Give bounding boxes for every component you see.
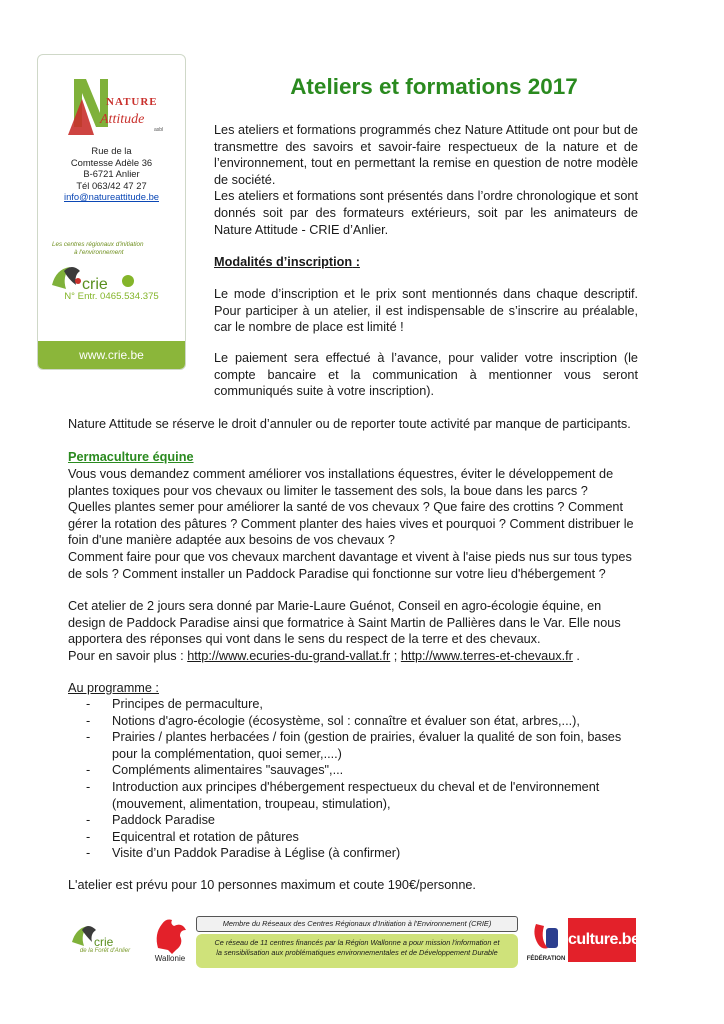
reseau-description bbox=[196, 934, 518, 968]
reseau-description-line-2: la sensibilisation aux problématiques environnementales et de Développement Durable bbox=[216, 948, 498, 957]
permaculture-heading: Permaculture équine bbox=[68, 450, 194, 464]
email-link[interactable]: info@natureattitude.be bbox=[64, 191, 159, 203]
footer-crie-logo bbox=[68, 916, 134, 964]
programme-list bbox=[86, 696, 642, 862]
list-item: - Principes de permaculture, bbox=[86, 697, 263, 711]
link-terres-et-chevaux[interactable]: http://www.terres-et-chevaux.fr bbox=[400, 648, 573, 663]
list-item: - Paddock Paradise bbox=[86, 813, 215, 828]
list-item: - Visite d’un Paddok Paradise à Léglise (à confirmer) bbox=[86, 846, 401, 861]
logo-word-nature: NATURE bbox=[106, 96, 158, 108]
permaculture-paragraph-2: Quelles plantes semer pour améliorer la santé de vos chevaux ? Que faire des crottins ? Comment gérer la rotation des pâtures ? Comment planter des haies vives et pourquoi ? Comment distribuer le foin d'une manière adaptée aux besoins de vos chevaux ? bbox=[68, 500, 634, 548]
wallonie-rooster-icon bbox=[150, 914, 190, 956]
reseau-crie-box bbox=[196, 916, 522, 968]
intro-text bbox=[214, 122, 638, 238]
more-info-prefix: Pour en savoir plus : bbox=[68, 648, 188, 663]
sidebar-card bbox=[37, 54, 186, 370]
modalites-heading bbox=[214, 254, 360, 271]
list-item: - Introduction aux principes d'hébergement respectueux du cheval et de l'environnement (mouvement, alimentation, troupeau, stimulation), bbox=[86, 779, 600, 811]
permaculture-paragraph-3: Comment faire pour que vos chevaux marchent davantage et vivent à l'aise pieds nus sur tous types de sols ? Comment installer un Paddock Paradise qui fonctionne sur votre lieu d'hébergement ? bbox=[68, 549, 632, 581]
nature-attitude-logo bbox=[60, 69, 170, 141]
permaculture-paragraph-1: Vous vous demandez comment améliorer vos installations équestres, éviter le développement de plantes toxiques pour vos chevaux ou limiter le tassement des sols, la boue dans les parcs ? bbox=[68, 467, 614, 498]
reserve-notice: Nature Attitude se réserve le droit d’annuler ou de reporter toute activité par manque de participants. bbox=[68, 417, 631, 431]
crie-website-band[interactable]: www.crie.be bbox=[38, 341, 185, 369]
programme-heading: Au programme : bbox=[68, 681, 159, 695]
address-line-2: Comtesse Adèle 36 bbox=[70, 156, 153, 168]
list-item-text: Prairies / plantes herbacées / foin (gestion de prairies, évaluer la qualité de son foin, bases pour la complémentation, quoi semer,....) bbox=[112, 730, 622, 761]
modalites-paragraph-1: Le mode d’inscription et le prix sont mentionnés dans chaque descriptif. Pour participer à un atelier, il est indispensable de s’inscrire au préalable, car le nombre de place est limité ! bbox=[214, 287, 638, 335]
more-info-line bbox=[68, 648, 640, 665]
list-item: - Compléments alimentaires "sauvages",... bbox=[86, 763, 344, 778]
reseau-description-line-1: Ce réseau de 11 centres financés par la Région Wallonne a pour mission l'information et bbox=[214, 938, 500, 947]
page-title: Ateliers et formations 2017 bbox=[290, 74, 578, 99]
reseau-title: Membre du Réseaux des Centres Régionaux d'Initiation à l'Environnement (CRIE) bbox=[196, 916, 518, 932]
list-item-text: Paddock Paradise bbox=[112, 813, 215, 828]
list-item-text: Compléments alimentaires "sauvages",... bbox=[112, 763, 344, 778]
address-line-1: Rue de la bbox=[91, 145, 132, 156]
footer-logos bbox=[68, 912, 660, 972]
federation-label: FÉDÉRATION bbox=[526, 956, 566, 962]
enterprise-number: N° Entr. 0465.534.375 bbox=[64, 291, 159, 302]
intro-paragraph-2: Les ateliers et formations sont présentés dans l’ordre chronologique et sont donnés soit par des formateurs extérieurs, soit par les animateurs de Nature Attitude - CRIE d’Anlier. bbox=[214, 189, 638, 237]
culture-be-logo: culture.be bbox=[568, 918, 636, 962]
intro-paragraph-1: Les ateliers et formations programmés chez Nature Attitude ont pour but de transmettre des savoirs et savoir-faire respectueux de la nature et de l’environnement, tout en permettant la remise en question de notre modèle de société. bbox=[214, 123, 638, 187]
logo-asbl: asbl bbox=[154, 127, 164, 133]
list-item-text: Equicentral et rotation de pâtures bbox=[112, 829, 299, 844]
wallonie-label: Wallonie bbox=[154, 954, 186, 963]
logo-word-attitude: Attitude bbox=[100, 112, 145, 127]
crie-tagline-1: Les centres régionaux d'initiation bbox=[52, 241, 144, 248]
address-block bbox=[38, 145, 185, 203]
crie-tagline-2: à l'environnement bbox=[74, 249, 124, 256]
atelier-paragraph: Cet atelier de 2 jours sera donné par Marie-Laure Guénot, Conseil en agro-écologie équine, en design de Paddock Paradise ainsi que formatrice à Saint Martin de Pallières dans le Var. Elle nous apportera des réponses qui vont dans le sens du respect de la terre et des chevaux. bbox=[68, 599, 621, 647]
modalites-heading-colon: : bbox=[352, 255, 360, 269]
crie-wordmark: crie bbox=[82, 276, 108, 293]
list-item-text: Notions d'agro-écologie (écosystème, sol : connaître et évaluer son état, arbres,...), bbox=[112, 713, 580, 728]
phone: Tél 063/42 47 27 bbox=[76, 179, 147, 191]
modalites-heading-text: Modalités d’inscription bbox=[214, 255, 353, 269]
permaculture-description bbox=[68, 466, 638, 582]
list-item-text: Principes de permaculture, bbox=[112, 697, 263, 711]
list-item: - Notions d'agro-écologie (écosystème, sol : connaître et évaluer son état, arbres,...), bbox=[86, 713, 580, 728]
link-ecuries[interactable]: http://www.ecuries-du-grand-vallat.fr bbox=[187, 648, 391, 663]
link-separator: ; bbox=[390, 648, 401, 663]
price-info: L'atelier est prévu pour 10 personnes maximum et coute 190€/personne. bbox=[68, 878, 476, 892]
address-line-3: B-6721 Anlier bbox=[83, 168, 140, 180]
list-item: - Equicentral et rotation de pâtures bbox=[86, 829, 299, 844]
atelier-info bbox=[68, 598, 640, 664]
modalites-paragraph-2: Le paiement sera effectué à l’avance, pour valider votre inscription (le compte bancaire et la communication à mentionner vous seront communiqués suite à votre inscription). bbox=[214, 351, 638, 399]
list-item: - Prairies / plantes herbacées / foin (gestion de prairies, évaluer la qualité de son foin, bases pour la complémentation, quoi semer,....) bbox=[86, 730, 622, 761]
list-item-text: Introduction aux principes d'hébergement respectueux du cheval et de l'environnement (mouvement, alimentation, troupeau, stimulation), bbox=[112, 779, 600, 811]
footer-crie-subtitle: de la Forêt d'Anlier bbox=[79, 948, 131, 954]
list-item-text: Visite d’un Paddok Paradise à Léglise (à confirmer) bbox=[112, 846, 401, 861]
link-end: . bbox=[572, 648, 580, 663]
footer-crie-wordmark: crie bbox=[94, 935, 114, 949]
